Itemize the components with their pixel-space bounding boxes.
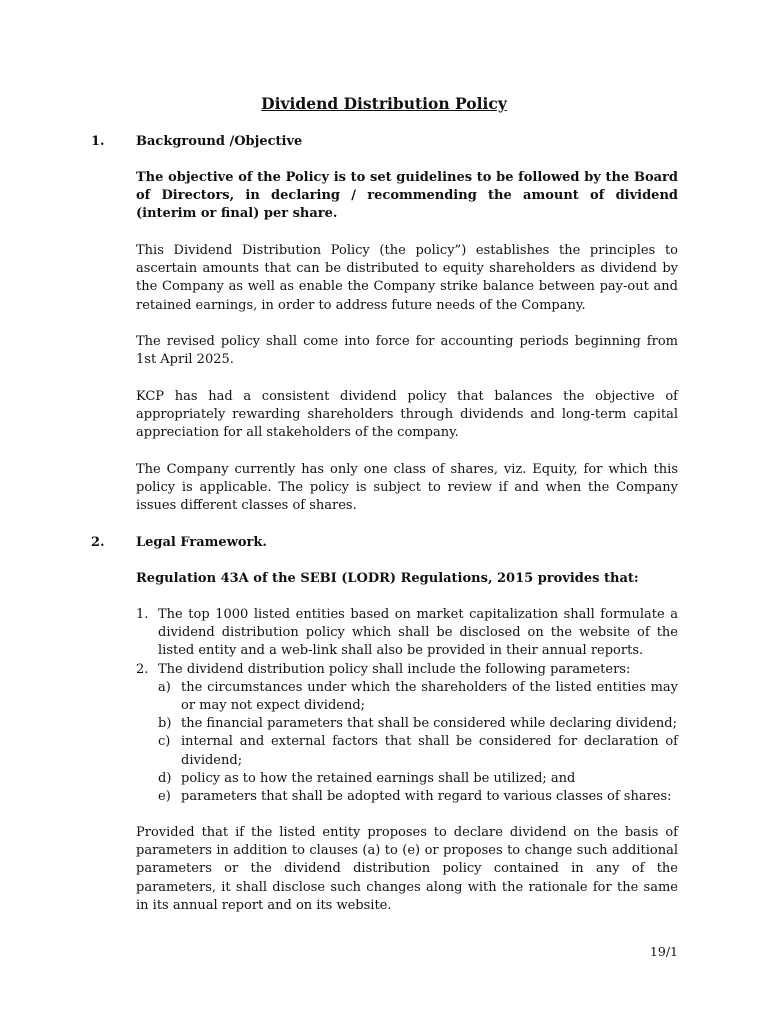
kcp-policy-paragraph: KCP has had a consistent dividend policy that balances the objective of appropriately rewarding shareholders through dividends and long-term capital appreciation for all stakeholders of the company. xyxy=(136,389,678,441)
regulation-list xyxy=(136,606,678,806)
proviso-paragraph: Provided that if the listed entity proposes to declare dividend on the basis of parameters in addition to clauses (a) to (e) or proposes to change such additional parameters or the dividend distribution policy contained in any of the parameters, it shall disclose such changes along with the rationale for the same in its annual report and on its website. xyxy=(136,825,678,913)
section-1-number: 1. xyxy=(91,134,105,149)
share-class-paragraph: The Company currently has only one class of shares, viz. Equity, for which this policy is applicable. The policy is subject to review if and when the Company issues different classes of shares. xyxy=(136,462,678,514)
list-marker: 2. xyxy=(136,661,149,677)
effective-date-paragraph: The revised policy shall come into force for accounting periods beginning from 1st April 2025. xyxy=(136,334,678,368)
objective-paragraph: The objective of the Policy is to set guidelines to be followed by the Board of Directors, in declaring / recommending the amount of dividend (interim or final) per share. xyxy=(136,170,678,222)
sub-list-marker: d) xyxy=(158,770,172,786)
sub-list-item xyxy=(136,679,678,715)
sub-list-item-text: the circumstances under which the shareholders of the listed entities may or may not expect dividend; xyxy=(181,679,678,714)
sub-list-item-text: policy as to how the retained earnings shall be utilized; and xyxy=(181,770,576,786)
list-item xyxy=(136,606,678,661)
sub-list-item-text: parameters that shall be adopted with regard to various classes of shares: xyxy=(181,789,672,805)
list-item xyxy=(136,661,678,679)
sub-list-marker: e) xyxy=(158,789,171,805)
sub-list-item xyxy=(136,770,678,788)
sub-list-marker: a) xyxy=(158,679,171,695)
document-title: Dividend Distribution Policy xyxy=(261,94,507,113)
regulation-heading: Regulation 43A of the SEBI (LODR) Regulations, 2015 provides that: xyxy=(136,571,639,586)
sub-list-marker: c) xyxy=(158,734,171,750)
list-item-text: The top 1000 listed entities based on market capitalization shall formulate a dividend distribution policy which shall be disclosed on the website of the listed entity and a web-link shall also be provided in their annual reports. xyxy=(158,607,678,659)
section-2-number: 2. xyxy=(91,535,105,550)
list-marker: 1. xyxy=(136,607,149,622)
sub-list-item xyxy=(136,733,678,769)
sub-list-item-text: the financial parameters that shall be considered while declaring dividend; xyxy=(181,716,677,732)
section-1-heading: Background /Objective xyxy=(136,134,303,149)
page-number: 19/1 xyxy=(649,944,678,959)
list-item-text: The dividend distribution policy shall include the following parameters: xyxy=(158,661,631,677)
sub-list-marker: b) xyxy=(158,716,172,732)
section-2-heading: Legal Framework. xyxy=(136,535,267,550)
sub-list-item xyxy=(136,715,678,733)
sub-list-item xyxy=(136,788,678,806)
policy-intro-paragraph: This Dividend Distribution Policy (the policy”) establishes the principles to ascertain amounts that can be distributed to equity shareholders as dividend by the Company as well as enable the Company strike balance between pay-out and retained earnings, in order to address future needs of the Company. xyxy=(136,243,678,313)
sub-list-item-text: internal and external factors that shall be considered for declaration of dividend; xyxy=(181,734,678,768)
